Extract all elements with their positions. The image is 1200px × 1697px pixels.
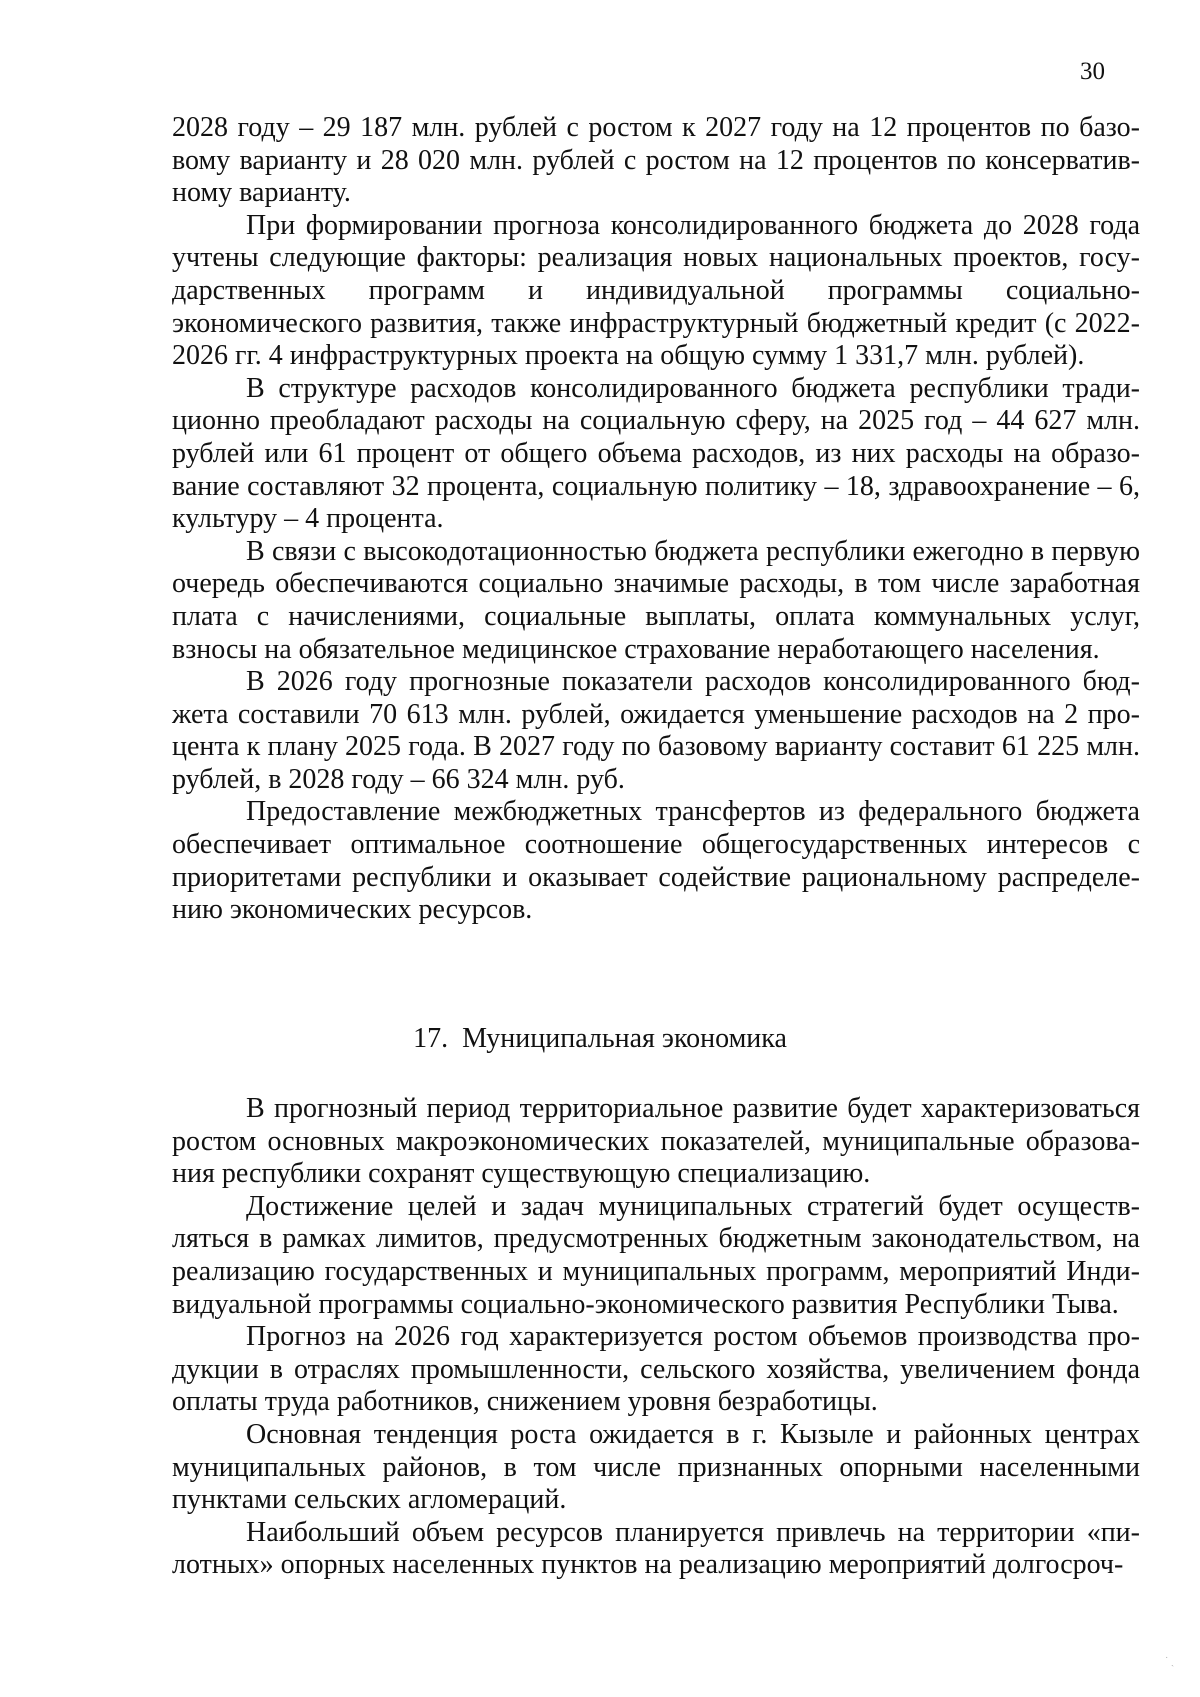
scan-artifact: ˙ ˏ bbox=[1165, 1656, 1175, 1667]
paragraph: Предоставление межбюджетных трансфертов из федерального бюджета обеспечивает оптимальное соотношение общегосударственных интересов с приоритетами республики и оказывает содействие рациональному распределению экономических ресурсов. bbox=[172, 796, 1140, 926]
section-number: 17. bbox=[413, 1023, 449, 1054]
paragraph: В 2026 году прогнозные показатели расходов консолидированного бюджета составили 70 613 млн. рублей, ожидается уменьшение расходов на 2 процента к плану 2025 года. В 2027 году по базовому варианту составит 61 225 млн. рублей, в 2028 году – 66 324 млн. руб. bbox=[172, 666, 1140, 795]
page-number: 30 bbox=[1080, 58, 1105, 85]
paragraph: Основная тенденция роста ожидается в г. Кызыле и районных центрах муниципальных районов, в том числе признанных опорными населенными пунктами сельских агломераций. bbox=[172, 1418, 1140, 1516]
paragraph: При формировании прогноза консолидированного бюджета до 2028 года учтены следующие факторы: реализация новых национальных проектов, государственных программ и индивидуальной программы социально-экономического развития, также инфраструктурный бюджетный кредит (с 2022-2026 гг. 4 инфраструктурных проекта на общую сумму 1 331,7 млн. рублей). bbox=[172, 209, 1140, 372]
paragraph: В структуре расходов консолидированного бюджета республики традиционно преобладают расходы на социальную сферу, на 2025 год – 44 627 млн. рублей или 61 процент от общего объема расходов, из них расходы на образование составляют 32 процента, социальную политику – 18, здравоохранение – 6, культуру – 4 процента. bbox=[172, 372, 1140, 535]
paragraph: Достижение целей и задач муниципальных стратегий будет осуществляться в рамках лимитов, предусмотренных бюджетным законодательством, на реализацию государственных и муниципальных программ, мероприятий Индивидуальной программы социально-экономического развития Республики Тыва. bbox=[172, 1190, 1140, 1320]
paragraph: В связи с высокодотационностью бюджета республики ежегодно в первую очередь обеспечиваются социально значимые расходы, в том числе заработная плата с начислениями, социальные выплаты, оплата коммунальных услуг, взносы на обязательное медицинское страхование неработающего населения. bbox=[172, 535, 1140, 665]
section-heading bbox=[0, 1022, 1200, 1056]
budget-text-block bbox=[172, 112, 1140, 927]
paragraph: Наибольший объем ресурсов планируется привлечь на территории «пилотных» опорных населенных пунктов на реализацию мероприятий долгосроч- bbox=[172, 1516, 1140, 1581]
section-title: Муниципальная экономика bbox=[462, 1023, 787, 1054]
paragraph: 2028 году – 29 187 млн. рублей с ростом к 2027 году на 12 процентов по базовому варианту и 28 020 млн. рублей с ростом на 12 процентов по консервативному варианту. bbox=[172, 112, 1140, 209]
municipal-text-block bbox=[172, 1093, 1140, 1582]
paragraph: В прогнозный период территориальное развитие будет характеризоваться ростом основных макроэкономических показателей, муниципальные образования республики сохранят существующую специализацию. bbox=[172, 1093, 1140, 1190]
paragraph: Прогноз на 2026 год характеризуется ростом объемов производства продукции в отраслях промышленности, сельского хозяйства, увеличением фонда оплаты труда работников, снижением уровня безработицы. bbox=[172, 1321, 1140, 1418]
